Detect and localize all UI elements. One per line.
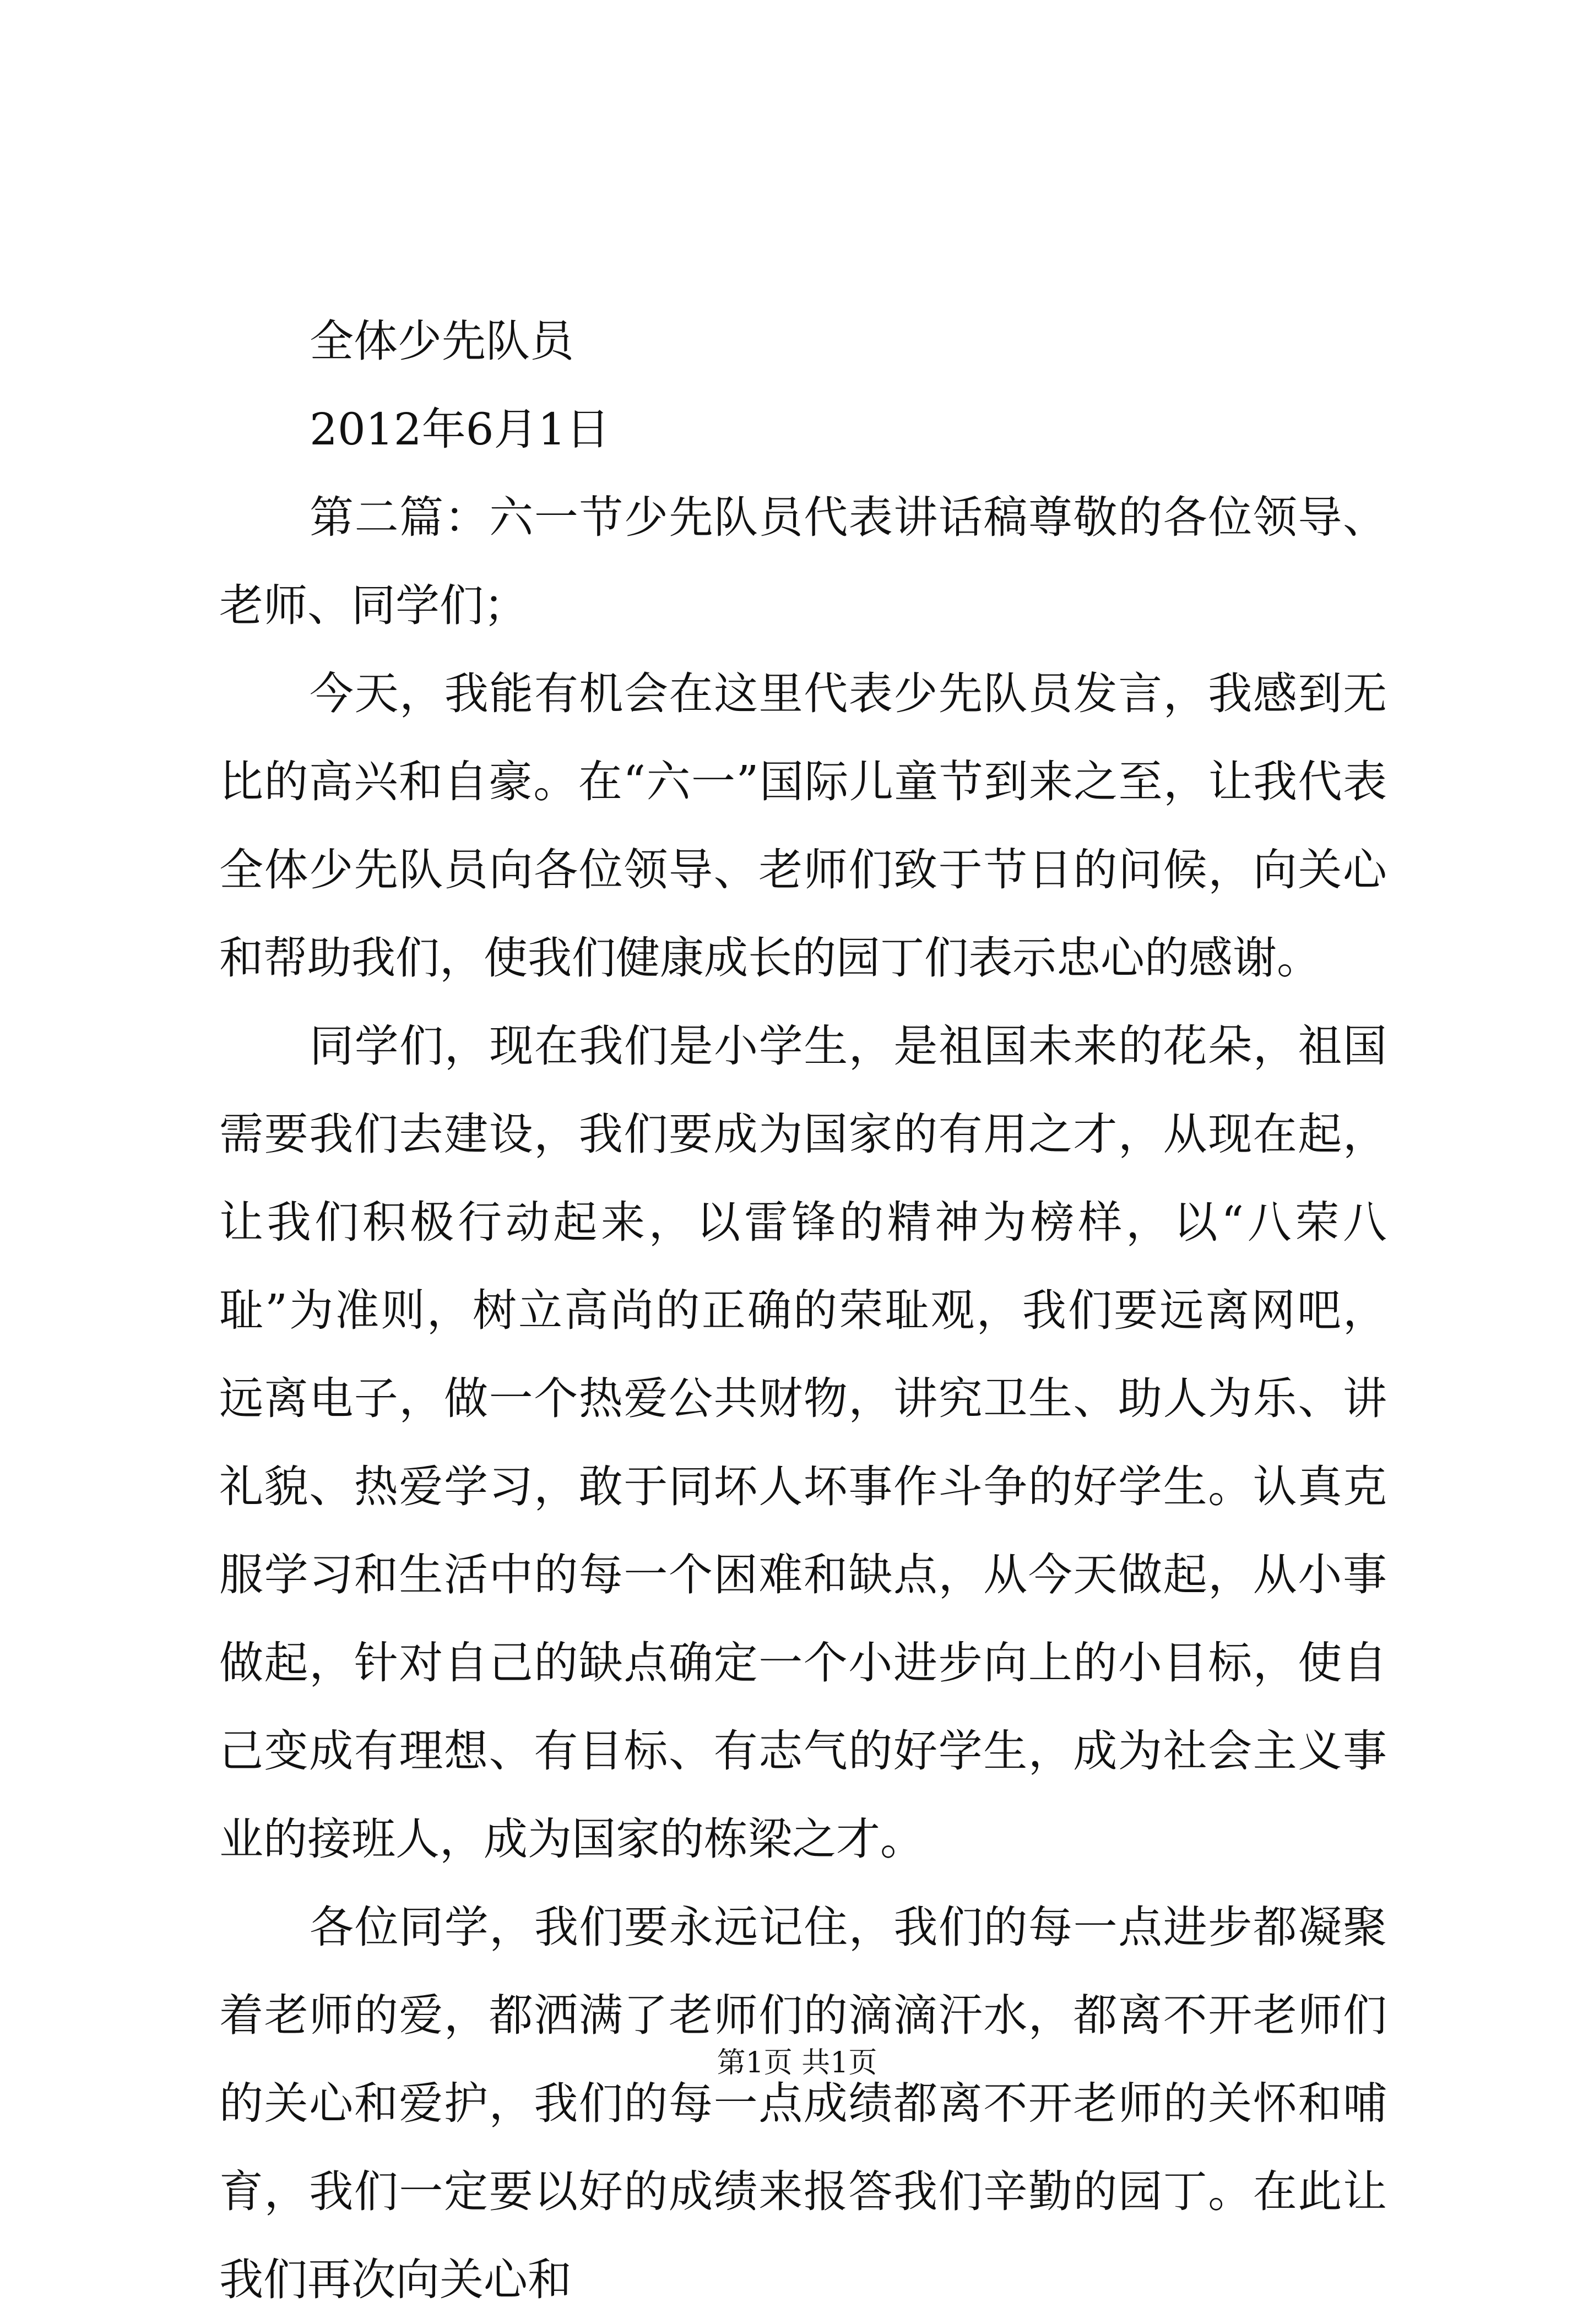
signature-line: 全体少先队员 bbox=[310, 316, 574, 367]
body-paragraph: 各位同学，我们要永远记住，我们的每一点进步都凝聚着老师的爱，都洒满了老师们的滴滴汗水，都离不开老师们的关心和爱护，我们的每一点成绩都离不开老师的关怀和哺育，我们一定要以好的成绩来报答我们辛勤的园丁。在此让我们再次向关心和 bbox=[219, 1902, 1387, 2305]
page-footer: 第1页 共1页 bbox=[717, 2046, 877, 2079]
body-paragraph: 今天，我能有机会在这里代表少先队员发言，我感到无比的高兴和自豪。在“六一”国际儿童节到来之至，让我代表全体少先队员向各位领导、老师们致于节日的问候，向关心和帮助我们，使我们健康成长的园丁们表示忠心的感谢。 bbox=[219, 668, 1387, 984]
body-paragraph: 同学们，现在我们是小学生，是祖国未来的花朵，祖国需要我们去建设，我们要成为国家的有用之才，从现在起，让我们积极行动起来，以雷锋的精神为榜样，以“八荣八耻”为准则，树立高尚的正确的荣耻观，我们要远离网吧，远离电子，做一个热爱公共财物，讲究卫生、助人为乐、讲礼貌、热爱学习，敢于同坏人坏事作斗争的好学生。认真克服学习和生活中的每一个困难和缺点，从今天做起，从小事做起，针对自己的缺点确定一个小进步向上的小目标，使自己变成有理想、有目标、有志气的好学生，成为社会主义事业的接班人，成为国家的栋梁之才。 bbox=[219, 1020, 1387, 1865]
section-heading-paragraph: 第二篇：六一节少先队员代表讲话稿尊敬的各位领导、老师、同学们； bbox=[219, 492, 1387, 631]
date-line: 2012年6月1日 bbox=[310, 404, 610, 455]
document-body bbox=[219, 297, 1387, 2324]
